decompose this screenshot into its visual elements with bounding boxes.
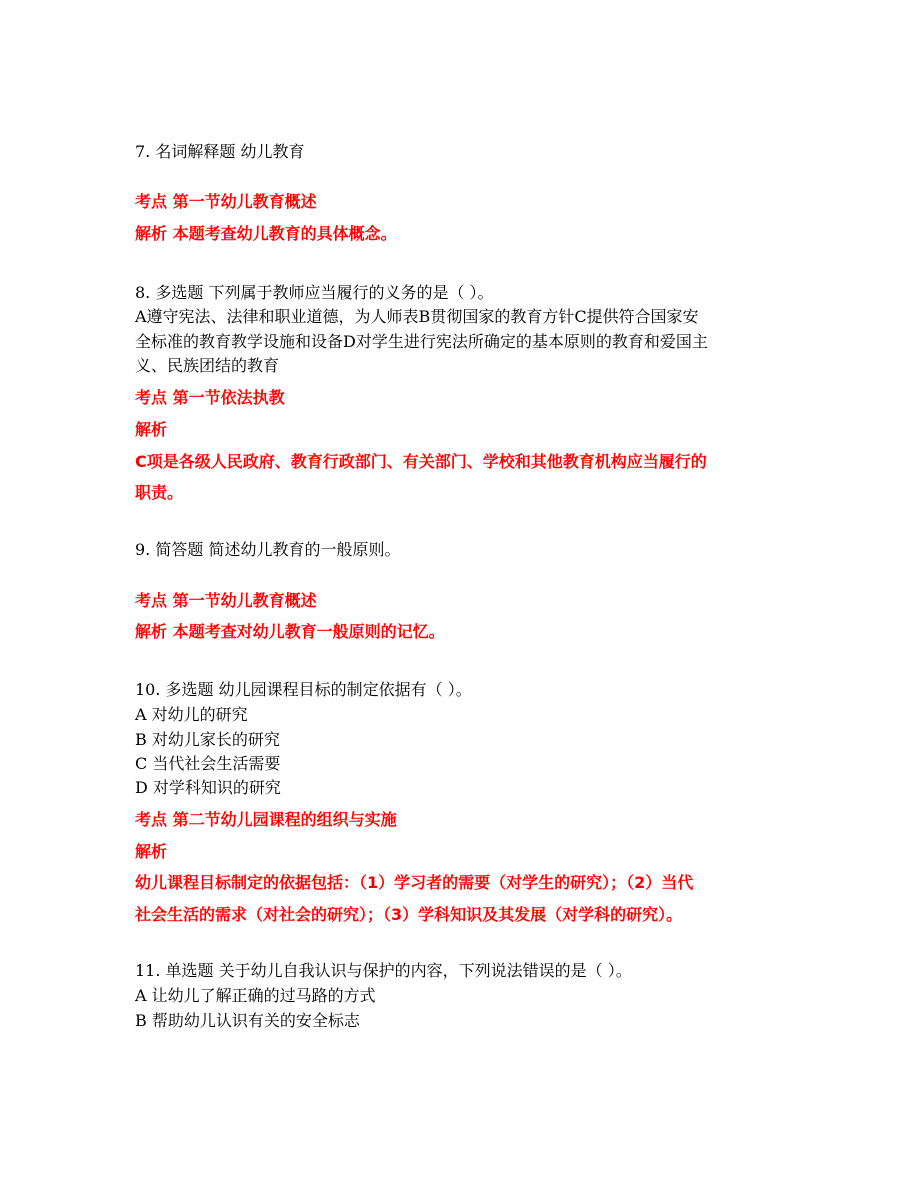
question-10-analysis-line: 社会生活的需求（对社会的研究）；（3）学科知识及其发展（对学科的研究）。 bbox=[135, 905, 683, 924]
question-9-analysis: 解析 本题考查对幼儿教育一般原则的记忆。 bbox=[135, 622, 445, 641]
question-8-option-line: 全标准的教育教学设施和设备D对学生进行宪法所确定的基本原则的教育和爱国主 bbox=[135, 332, 708, 351]
question-8-point: 考点 第一节依法执教 bbox=[135, 388, 285, 407]
question-10-option: C 当代社会生活需要 bbox=[135, 754, 281, 773]
question-7-stem: 7. 名词解释题 幼儿教育 bbox=[135, 142, 305, 161]
question-10-analysis-label: 解析 bbox=[135, 842, 168, 861]
question-10-point: 考点 第二节幼儿园课程的组织与实施 bbox=[135, 810, 397, 829]
question-8-analysis-line: C项是各级人民政府、教育行政部门、有关部门、学校和其他教育机构应当履行的 bbox=[135, 452, 707, 471]
question-10-option: B 对幼儿家长的研究 bbox=[135, 730, 280, 749]
question-10-stem: 10. 多选题 幼儿园课程目标的制定依据有（ ）。 bbox=[135, 680, 472, 699]
question-11-stem: 11. 单选题 关于幼儿自我认识与保护的内容，下列说法错误的是（ ）。 bbox=[135, 961, 632, 980]
question-8-stem: 8. 多选题 下列属于教师应当履行的义务的是（ ）。 bbox=[135, 283, 494, 302]
question-10-option: D 对学科知识的研究 bbox=[135, 778, 281, 797]
question-7-point: 考点 第一节幼儿教育概述 bbox=[135, 192, 317, 211]
question-7-analysis: 解析 本题考查幼儿教育的具体概念。 bbox=[135, 224, 397, 243]
question-11-option: A 让幼儿了解正确的过马路的方式 bbox=[135, 986, 376, 1005]
question-8-option-line: 义、民族团结的教育 bbox=[135, 356, 280, 375]
question-9-stem: 9. 简答题 简述幼儿教育的一般原则。 bbox=[135, 540, 401, 559]
question-11-option: B 帮助幼儿认识有关的安全标志 bbox=[135, 1011, 360, 1030]
question-9-point: 考点 第一节幼儿教育概述 bbox=[135, 591, 317, 610]
question-10-analysis-line: 幼儿课程目标制定的依据包括：（1）学习者的需要（对学生的研究）；（2）当代 bbox=[135, 873, 694, 892]
question-10-option: A 对幼儿的研究 bbox=[135, 705, 248, 724]
question-8-analysis-line: 职责。 bbox=[135, 483, 184, 502]
question-8-option-line: A遵守宪法、法律和职业道德，为人师表B贯彻国家的教育方针C提供符合国家安 bbox=[135, 307, 699, 326]
question-8-analysis-label: 解析 bbox=[135, 420, 168, 439]
